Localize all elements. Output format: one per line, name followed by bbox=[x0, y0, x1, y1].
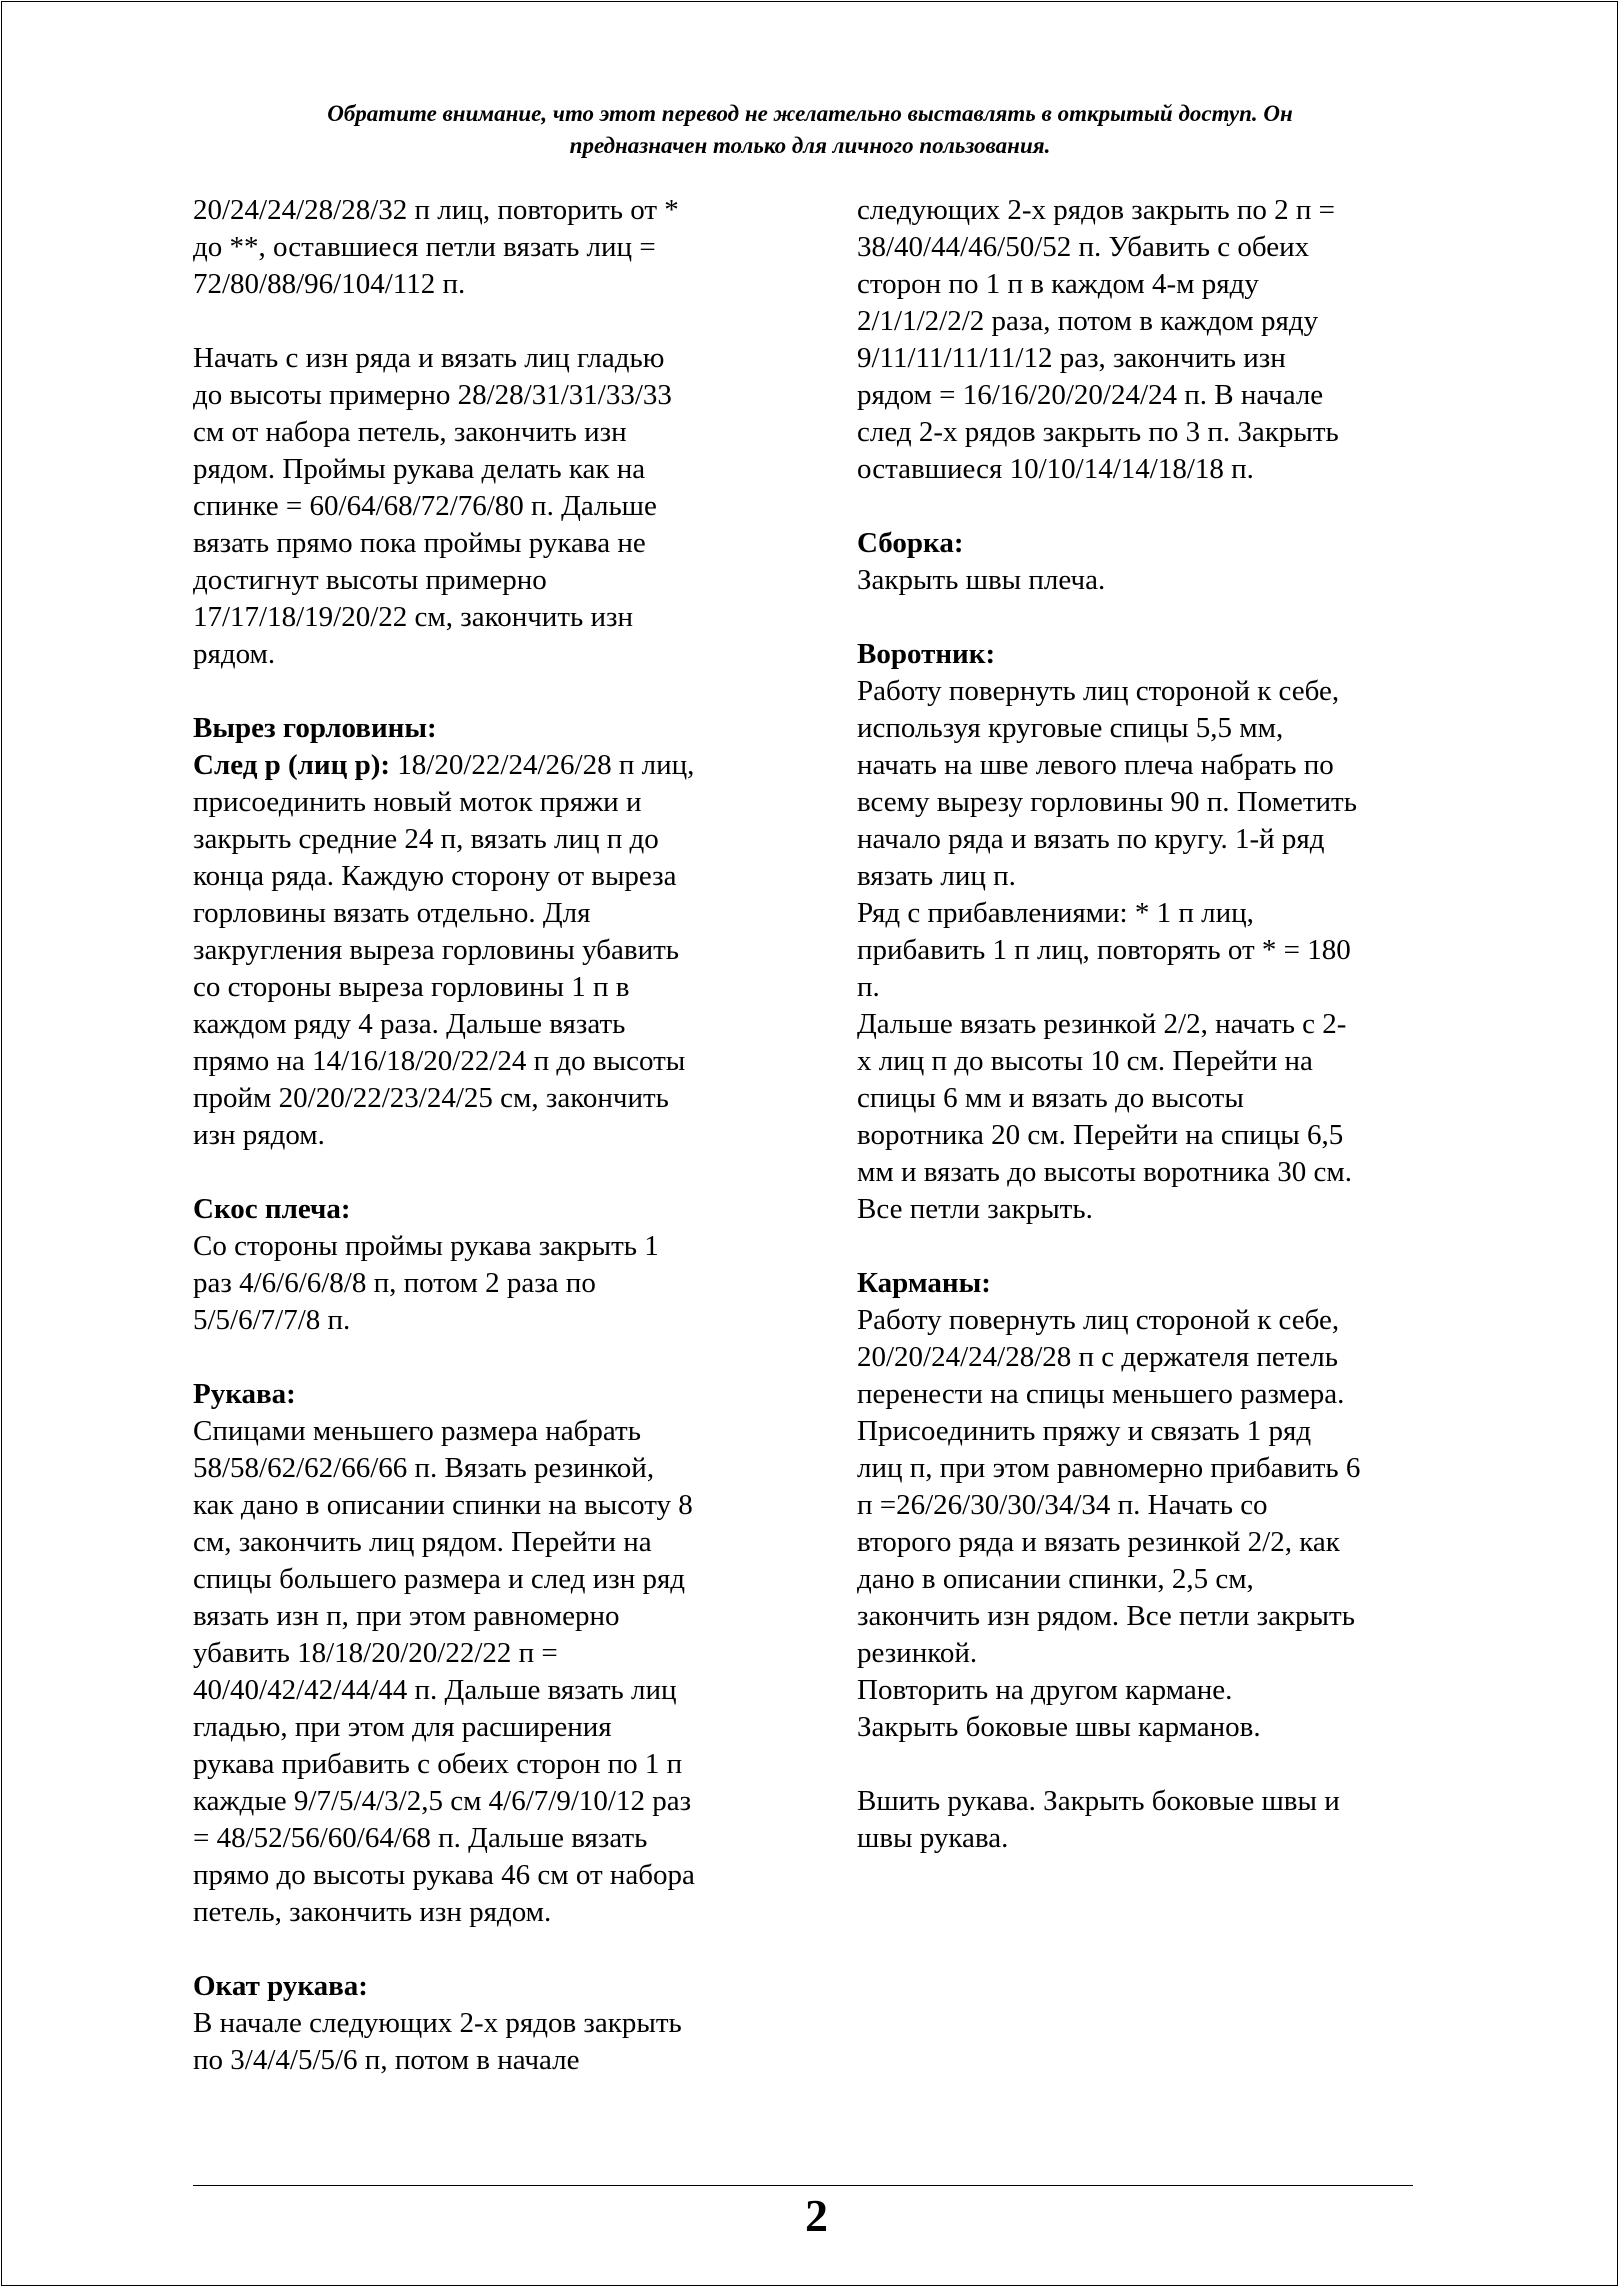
section-heading: Вырез горловины: bbox=[193, 712, 437, 744]
notice-line: предназначен только для личного пользования. bbox=[569, 133, 1051, 158]
text-line: перенести на спицы меньшего размера. bbox=[857, 1378, 1345, 1410]
text-line: см от набора петель, закончить изн bbox=[193, 416, 627, 448]
text-line: лиц п, при этом равномерно прибавить 6 bbox=[857, 1452, 1361, 1484]
section-heading: Сборка: bbox=[857, 527, 964, 559]
text-line: Работу повернуть лиц стороной к себе, bbox=[857, 675, 1340, 707]
text-line: рукава прибавить с обеих сторон по 1 п bbox=[193, 1748, 683, 1780]
text-line: 40/40/42/42/44/44 п. Дальше вязать лиц bbox=[193, 1674, 677, 1706]
section-neckline bbox=[193, 710, 773, 1154]
text-line: мм и вязать до высоты воротника 30 см. bbox=[857, 1156, 1352, 1188]
section-heading: Скос плеча: bbox=[193, 1193, 351, 1225]
text-line: 2/1/1/2/2/2 раза, потом в каждом ряду bbox=[857, 305, 1319, 337]
text-line: достигнут высоты примерно bbox=[193, 564, 547, 596]
text-line: закрыть средние 24 п, вязать лиц п до bbox=[193, 823, 659, 855]
body-paragraph bbox=[857, 192, 1437, 488]
text-line: гладью, при этом для расширения bbox=[193, 1711, 612, 1743]
text-line: Закрыть швы плеча. bbox=[857, 564, 1106, 596]
text-line: Работу повернуть лиц стороной к себе, bbox=[857, 1304, 1340, 1336]
text-line: закончить изн рядом. Все петли закрыть bbox=[857, 1600, 1355, 1632]
text-line: Начать с изн ряда и вязать лиц гладью bbox=[193, 342, 665, 374]
text-line: прямо до высоты рукава 46 см от набора bbox=[193, 1859, 695, 1891]
text-line: со стороны выреза горловины 1 п в bbox=[193, 971, 630, 1003]
text-line: Со стороны проймы рукава закрыть 1 bbox=[193, 1230, 659, 1262]
text-line: 38/40/44/46/50/52 п. Убавить с обеих bbox=[857, 231, 1310, 263]
text-line: каждом ряду 4 раза. Дальше вязать bbox=[193, 1008, 626, 1040]
text-line: 17/17/18/19/20/22 см, закончить изн bbox=[193, 601, 633, 633]
text-line: вязать прямо пока проймы рукава не bbox=[193, 527, 646, 559]
text-line: резинкой. bbox=[857, 1637, 978, 1669]
text-line: горловины вязать отдельно. Для bbox=[193, 897, 591, 929]
text-line: как дано в описании спинки на высоту 8 bbox=[193, 1489, 693, 1521]
text-line: конца ряда. Каждую сторону от выреза bbox=[193, 860, 677, 892]
text-line: до высоты примерно 28/28/31/31/33/33 bbox=[193, 379, 672, 411]
text-line: по 3/4/4/5/5/6 п, потом в начале bbox=[193, 2044, 580, 2076]
text-line: сторон по 1 п в каждом 4-м ряду bbox=[857, 268, 1259, 300]
text-line: присоединить новый моток пряжи и bbox=[193, 786, 642, 818]
text-line: прибавить 1 п лиц, повторять от * = 180 bbox=[857, 934, 1351, 966]
text-line: всему вырезу горловины 90 п. Пометить bbox=[857, 786, 1357, 818]
text-line: 20/20/24/24/28/28 п с держателя петель bbox=[857, 1341, 1338, 1373]
section-shoulder bbox=[193, 1191, 773, 1339]
text-line: раз 4/6/6/6/8/8 п, потом 2 раза по bbox=[193, 1267, 596, 1299]
text-line: воротника 20 см. Перейти на спицы 6,5 bbox=[857, 1119, 1344, 1151]
text-line: спицы большего размера и след изн ряд bbox=[193, 1563, 686, 1595]
text-line: второго ряда и вязать резинкой 2/2, как bbox=[857, 1526, 1340, 1558]
text-line: каждые 9/7/5/4/3/2,5 см 4/6/7/9/10/12 раз bbox=[193, 1785, 692, 1817]
text-line: рядом. Проймы рукава делать как на bbox=[193, 453, 646, 485]
section-sleeves bbox=[193, 1376, 773, 1931]
body-paragraph bbox=[193, 340, 773, 673]
text-line: Дальше вязать резинкой 2/2, начать с 2- bbox=[857, 1008, 1347, 1040]
text-line: рядом. bbox=[193, 638, 276, 670]
text-line: В начале следующих 2-х рядов закрыть bbox=[193, 2007, 682, 2039]
text-line: 72/80/88/96/104/112 п. bbox=[193, 268, 466, 300]
section-pockets bbox=[857, 1265, 1437, 1746]
text-line: прямо на 14/16/18/20/22/24 п до высоты bbox=[193, 1045, 686, 1077]
text-line: след 2-х рядов закрыть по 3 п. Закрыть bbox=[857, 416, 1339, 448]
text-line: 20/24/24/28/28/32 п лиц, повторить от * bbox=[193, 194, 679, 226]
text-line: 9/11/11/11/11/12 раз, закончить изн bbox=[857, 342, 1286, 374]
text-line: вязать лиц п. bbox=[857, 860, 1016, 892]
section-sleeve-cap bbox=[193, 1968, 773, 2079]
text-line: 5/5/6/7/7/8 п. bbox=[193, 1304, 351, 1336]
notice-line: Обратите внимание, что этот перевод не желательно выставлять в открытый доступ. Он bbox=[327, 101, 1293, 126]
text-line: п. bbox=[857, 971, 880, 1003]
text-line: швы рукава. bbox=[857, 1822, 1009, 1854]
text-line: петель, закончить изн рядом. bbox=[193, 1896, 552, 1928]
text-line: Присоединить пряжу и связать 1 ряд bbox=[857, 1415, 1312, 1447]
text-line: рядом = 16/16/20/20/24/24 п. В начале bbox=[857, 379, 1324, 411]
text-line: используя круговые спицы 5,5 мм, bbox=[857, 712, 1284, 744]
text-line: х лиц п до высоты 10 см. Перейти на bbox=[857, 1045, 1313, 1077]
text-line: закругления выреза горловины убавить bbox=[193, 934, 679, 966]
section-heading: Окат рукава: bbox=[193, 1970, 368, 2002]
text-line: вязать изн п, при этом равномерно bbox=[193, 1600, 620, 1632]
body-paragraph bbox=[193, 192, 773, 303]
text-line: Закрыть боковые швы карманов. bbox=[857, 1711, 1261, 1743]
privacy-notice bbox=[160, 98, 1460, 162]
text-line: Повторить на другом кармане. bbox=[857, 1674, 1233, 1706]
text-line: начало ряда и вязать по кругу. 1-й ряд bbox=[857, 823, 1325, 855]
body-paragraph bbox=[857, 1783, 1437, 1857]
text-line: начать на шве левого плеча набрать по bbox=[857, 749, 1334, 781]
text-line: изн рядом. bbox=[193, 1119, 325, 1151]
section-heading: Карманы: bbox=[857, 1267, 991, 1299]
footer-divider bbox=[193, 2185, 1413, 2186]
text-line: см, закончить лиц рядом. Перейти на bbox=[193, 1526, 652, 1558]
page-number: 2 bbox=[805, 2190, 828, 2241]
text-line: Ряд с прибавлениями: * 1 п лиц, bbox=[857, 897, 1254, 929]
text-line: Все петли закрыть. bbox=[857, 1193, 1093, 1225]
text-line: пройм 20/20/22/23/24/25 см, закончить bbox=[193, 1082, 669, 1114]
text-line: до **, оставшиеся петли вязать лиц = bbox=[193, 231, 656, 263]
section-collar bbox=[857, 636, 1437, 1228]
text-fragment: 18/20/22/24/26/28 п лиц, bbox=[390, 749, 695, 781]
section-assembly bbox=[857, 525, 1437, 599]
text-line: следующих 2-х рядов закрыть по 2 п = bbox=[857, 194, 1335, 226]
text-line: спицы 6 мм и вязать до высоты bbox=[857, 1082, 1244, 1114]
text-line bbox=[193, 747, 773, 784]
text-line: 58/58/62/62/66/66 п. Вязать резинкой, bbox=[193, 1452, 655, 1484]
text-line: убавить 18/18/20/20/22/22 п = bbox=[193, 1637, 558, 1669]
row-lead: След р (лиц р): bbox=[193, 749, 391, 781]
text-line: спинке = 60/64/68/72/76/80 п. Дальше bbox=[193, 490, 657, 522]
text-line: п =26/26/30/30/34/34 п. Начать со bbox=[857, 1489, 1268, 1521]
text-line: дано в описании спинки, 2,5 см, bbox=[857, 1563, 1254, 1595]
text-line: Спицами меньшего размера набрать bbox=[193, 1415, 641, 1447]
text-line: оставшиеся 10/10/14/14/18/18 п. bbox=[857, 453, 1254, 485]
text-line: = 48/52/56/60/64/68 п. Дальше вязать bbox=[193, 1822, 648, 1854]
section-heading: Воротник: bbox=[857, 638, 996, 670]
left-column bbox=[193, 192, 773, 2116]
text-line: Вшить рукава. Закрыть боковые швы и bbox=[857, 1785, 1340, 1817]
section-heading: Рукава: bbox=[193, 1378, 296, 1410]
right-column bbox=[857, 192, 1437, 1894]
